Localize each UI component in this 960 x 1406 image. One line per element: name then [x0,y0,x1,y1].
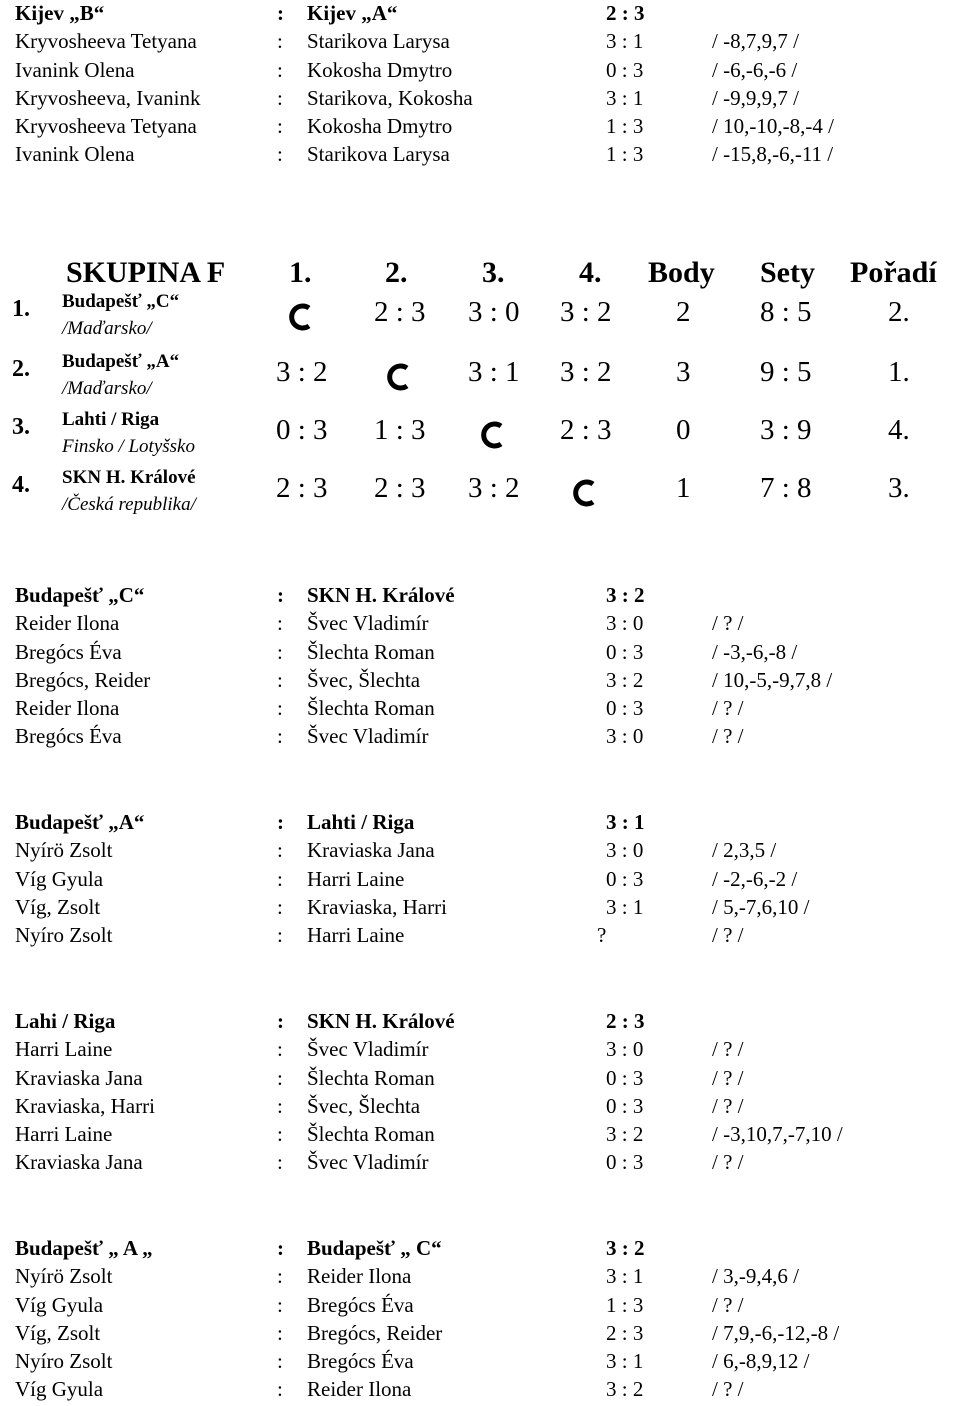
game-row [0,666,960,694]
team-left: Budapešť „C“ [15,583,145,607]
game-score: 2 : 3 [606,1320,644,1345]
col-header-1: 1. [289,256,312,289]
team-right: Lahti / Riga [307,810,415,834]
diagonal-circle-icon [568,478,600,508]
col-header-3: 3. [482,256,505,289]
result-cell: 3 : 2 [468,472,520,504]
game-row [0,1375,960,1403]
match-header [0,808,960,836]
game-row [0,694,960,722]
col-header-sets: Sety [760,256,815,289]
game-row [0,893,960,921]
match-header [0,1007,960,1035]
game-score: 3 : 1 [606,85,644,110]
separator: : [277,1037,283,1062]
player-left: Harri Laine [15,1122,113,1147]
game-score: 1 : 3 [606,114,644,139]
set-scores: / -3,-6,-8 / [712,639,798,664]
match-header [0,0,960,27]
points-cell: 3 [676,356,691,388]
points-cell: 2 [676,296,691,328]
col-header-points: Body [648,256,715,289]
points-cell: 0 [676,414,691,446]
game-score: 3 : 1 [606,29,644,54]
set-scores: / ? / [712,1093,744,1118]
set-scores: / ? / [712,724,744,749]
match-budapest-a-vs-lahti [0,808,960,949]
diagonal-circle-icon [382,362,414,392]
game-row [0,722,960,750]
result-cell: 2 : 3 [374,296,426,328]
separator: : [277,1122,283,1147]
separator: : [277,611,283,636]
result-cell: 0 : 3 [276,414,328,446]
rank-cell: 3. [888,472,910,504]
group-title: SKUPINA F [66,256,226,289]
separator: : [277,1009,284,1033]
set-scores: / ? / [712,696,744,721]
game-row [0,865,960,893]
sets-cell: 3 : 9 [760,414,812,446]
player-right: Starikova Larysa [307,142,450,167]
player-left: Víg Gyula [15,1292,104,1317]
set-scores: / -6,-6,-6 / [712,57,798,82]
game-score: 0 : 3 [606,866,644,891]
separator: : [277,810,284,834]
player-left: Víg Gyula [15,866,104,891]
player-right: Bregócs Éva [307,1349,414,1374]
team-name: Lahti / Riga [62,409,160,430]
separator: : [277,894,283,919]
game-row [0,1092,960,1120]
separator: : [277,1320,283,1345]
game-row [0,1319,960,1347]
separator: : [277,85,283,110]
game-score: 3 : 0 [606,1037,644,1062]
game-score: 1 : 3 [606,142,644,167]
player-right: Švec Vladimír [307,1037,429,1062]
game-score: 3 : 1 [606,1264,644,1289]
result-cell: 3 : 2 [560,296,612,328]
player-left: Bregócs, Reider [15,667,151,692]
player-right: Švec, Šlechta [307,1093,421,1118]
separator: : [277,724,283,749]
player-left: Nyírö Zsolt [15,1264,113,1289]
team-right: Kijev „A“ [307,1,398,25]
rank-cell: 4. [888,414,910,446]
team-right: SKN H. Králové [307,583,455,607]
diagonal-circle-icon [284,302,316,332]
set-scores: / 10,-5,-9,7,8 / [712,667,833,692]
rank-cell: 1. [888,356,910,388]
match-score: 3 : 1 [606,810,645,834]
player-right: Bregócs, Reider [307,1320,443,1345]
set-scores: / ? / [712,1292,744,1317]
game-score: 0 : 3 [606,639,644,664]
separator: : [277,1150,283,1175]
player-right: Kraviaska, Harri [307,894,447,919]
player-right: Šlechta Roman [307,1065,435,1090]
team-right: Budapešť „ C“ [307,1236,442,1260]
player-right: Kokosha Dmytro [307,57,453,82]
set-scores: / 7,9,-6,-12,-8 / [712,1320,840,1345]
game-score: 1 : 3 [606,1292,644,1317]
team-number: 4. [12,472,30,498]
player-left: Víg, Zsolt [15,894,101,919]
separator: : [277,1236,284,1260]
result-cell: 3 : 1 [468,356,520,388]
set-scores: / 2,3,5 / [712,838,777,863]
game-row [0,112,960,140]
player-left: Kryvosheeva Tetyana [15,114,197,139]
set-scores: / ? / [712,923,744,948]
game-row [0,1347,960,1375]
separator: : [277,1,284,25]
result-cell: 2 : 3 [276,472,328,504]
col-header-4: 4. [579,256,602,289]
rank-cell: 2. [888,296,910,328]
player-right: Kokosha Dmytro [307,114,453,139]
sets-cell: 7 : 8 [760,472,812,504]
match-score: 2 : 3 [606,1,645,25]
game-row [0,638,960,666]
result-cell: 2 : 3 [374,472,426,504]
set-scores: / ? / [712,1377,744,1402]
set-scores: / -2,-6,-2 / [712,866,798,891]
game-score: 3 : 0 [606,838,644,863]
player-left: Reider Ilona [15,696,120,721]
game-score: 0 : 3 [606,696,644,721]
game-row [0,1262,960,1290]
points-cell: 1 [676,472,691,504]
separator: : [277,639,283,664]
game-row [0,836,960,864]
team-country: Finsko / Lotyšsko [62,436,195,457]
separator: : [277,1264,283,1289]
match-score: 3 : 2 [606,583,645,607]
player-left: Kraviaska Jana [15,1150,143,1175]
separator: : [277,1093,283,1118]
player-left: Víg Gyula [15,1377,104,1402]
player-right: Švec Vladimír [307,724,429,749]
separator: : [277,1292,283,1317]
team-country: /Maďarsko/ [62,318,152,339]
player-right: Harri Laine [307,923,405,948]
team-number: 3. [12,414,30,440]
game-row [0,1064,960,1092]
player-left: Bregócs Éva [15,724,122,749]
game-row [0,27,960,55]
set-scores: / -3,10,7,-7,10 / [712,1122,843,1147]
match-score: 3 : 2 [606,1236,645,1260]
game-row [0,921,960,949]
game-score: 3 : 0 [606,724,644,749]
team-country: /Maďarsko/ [62,378,152,399]
set-scores: / -15,8,-6,-11 / [712,142,834,167]
match-header [0,581,960,609]
set-scores: / ? / [712,611,744,636]
game-score: 3 : 1 [606,1349,644,1374]
result-cell: 3 : 2 [560,356,612,388]
player-right: Šlechta Roman [307,639,435,664]
team-name: Budapešť „A“ [62,351,180,372]
team-right: SKN H. Králové [307,1009,455,1033]
player-left: Ivanink Olena [15,142,135,167]
set-scores: / 10,-10,-8,-4 / [712,114,834,139]
set-scores: / ? / [712,1150,744,1175]
team-left: Lahi / Riga [15,1009,116,1033]
separator: : [277,57,283,82]
col-header-2: 2. [385,256,408,289]
set-scores: / 3,-9,4,6 / [712,1264,799,1289]
game-score: 0 : 3 [606,1093,644,1118]
set-scores: / -9,9,9,7 / [712,85,799,110]
player-left: Nyírö Zsolt [15,838,113,863]
result-cell: 3 : 2 [276,356,328,388]
player-right: Starikova Larysa [307,29,450,54]
team-country: /Česká republika/ [62,494,196,515]
player-right: Švec, Šlechta [307,667,421,692]
game-score: 3 : 2 [606,1377,644,1402]
set-scores: / ? / [712,1037,744,1062]
team-name: Budapešť „C“ [62,291,180,312]
match-score: 2 : 3 [606,1009,645,1033]
player-left: Kraviaska, Harri [15,1093,155,1118]
separator: : [277,142,283,167]
player-right: Harri Laine [307,866,405,891]
team-number: 2. [12,356,30,382]
game-row [0,1291,960,1319]
separator: : [277,866,283,891]
player-left: Kryvosheeva, Ivanink [15,85,201,110]
separator: : [277,114,283,139]
player-left: Reider Ilona [15,611,120,636]
game-score: ? [597,923,607,948]
separator: : [277,667,283,692]
player-left: Bregócs Éva [15,639,122,664]
game-score: 3 : 2 [606,667,644,692]
separator: : [277,583,284,607]
player-right: Kraviaska Jana [307,838,435,863]
game-score: 0 : 3 [606,57,644,82]
player-left: Harri Laine [15,1037,113,1062]
game-row [0,56,960,84]
game-row [0,1120,960,1148]
game-row [0,609,960,637]
player-right: Reider Ilona [307,1377,412,1402]
sets-cell: 8 : 5 [760,296,812,328]
player-right: Starikova, Kokosha [307,85,473,110]
game-score: 3 : 0 [606,611,644,636]
player-left: Víg, Zsolt [15,1320,101,1345]
game-row [0,84,960,112]
set-scores: / 5,-7,6,10 / [712,894,810,919]
player-right: Švec Vladimír [307,611,429,636]
separator: : [277,1377,283,1402]
set-scores: / -8,7,9,7 / [712,29,799,54]
match-budapest-a-vs-budapest-c [0,1234,960,1404]
sets-cell: 9 : 5 [760,356,812,388]
game-score: 0 : 3 [606,1065,644,1090]
set-scores: / 6,-8,9,12 / [712,1349,810,1374]
separator: : [277,1065,283,1090]
result-cell: 1 : 3 [374,414,426,446]
player-left: Nyíro Zsolt [15,1349,113,1374]
player-right: Reider Ilona [307,1264,412,1289]
player-right: Šlechta Roman [307,696,435,721]
diagonal-circle-icon [476,420,508,450]
match-kijev [0,0,960,169]
player-right: Šlechta Roman [307,1122,435,1147]
result-cell: 2 : 3 [560,414,612,446]
game-score: 3 : 2 [606,1122,644,1147]
team-left: Budapešť „ A „ [15,1236,153,1260]
game-row [0,1148,960,1176]
player-right: Švec Vladimír [307,1150,429,1175]
separator: : [277,923,283,948]
separator: : [277,1349,283,1374]
separator: : [277,838,283,863]
match-lahti-vs-skn [0,1007,960,1177]
match-header [0,1234,960,1262]
col-header-rank: Pořadí [850,256,937,289]
separator: : [277,696,283,721]
game-row [0,1035,960,1063]
team-number: 1. [12,296,30,322]
team-left: Kijev „B“ [15,1,105,25]
result-cell: 3 : 0 [468,296,520,328]
game-row [0,140,960,168]
player-left: Nyíro Zsolt [15,923,113,948]
player-right: Bregócs Éva [307,1292,414,1317]
match-budapest-c-vs-skn [0,581,960,751]
player-left: Kraviaska Jana [15,1065,143,1090]
player-left: Ivanink Olena [15,57,135,82]
player-left: Kryvosheeva Tetyana [15,29,197,54]
game-score: 3 : 1 [606,894,644,919]
separator: : [277,29,283,54]
team-left: Budapešť „A“ [15,810,145,834]
set-scores: / ? / [712,1065,744,1090]
game-score: 0 : 3 [606,1150,644,1175]
team-name: SKN H. Králové [62,467,196,488]
